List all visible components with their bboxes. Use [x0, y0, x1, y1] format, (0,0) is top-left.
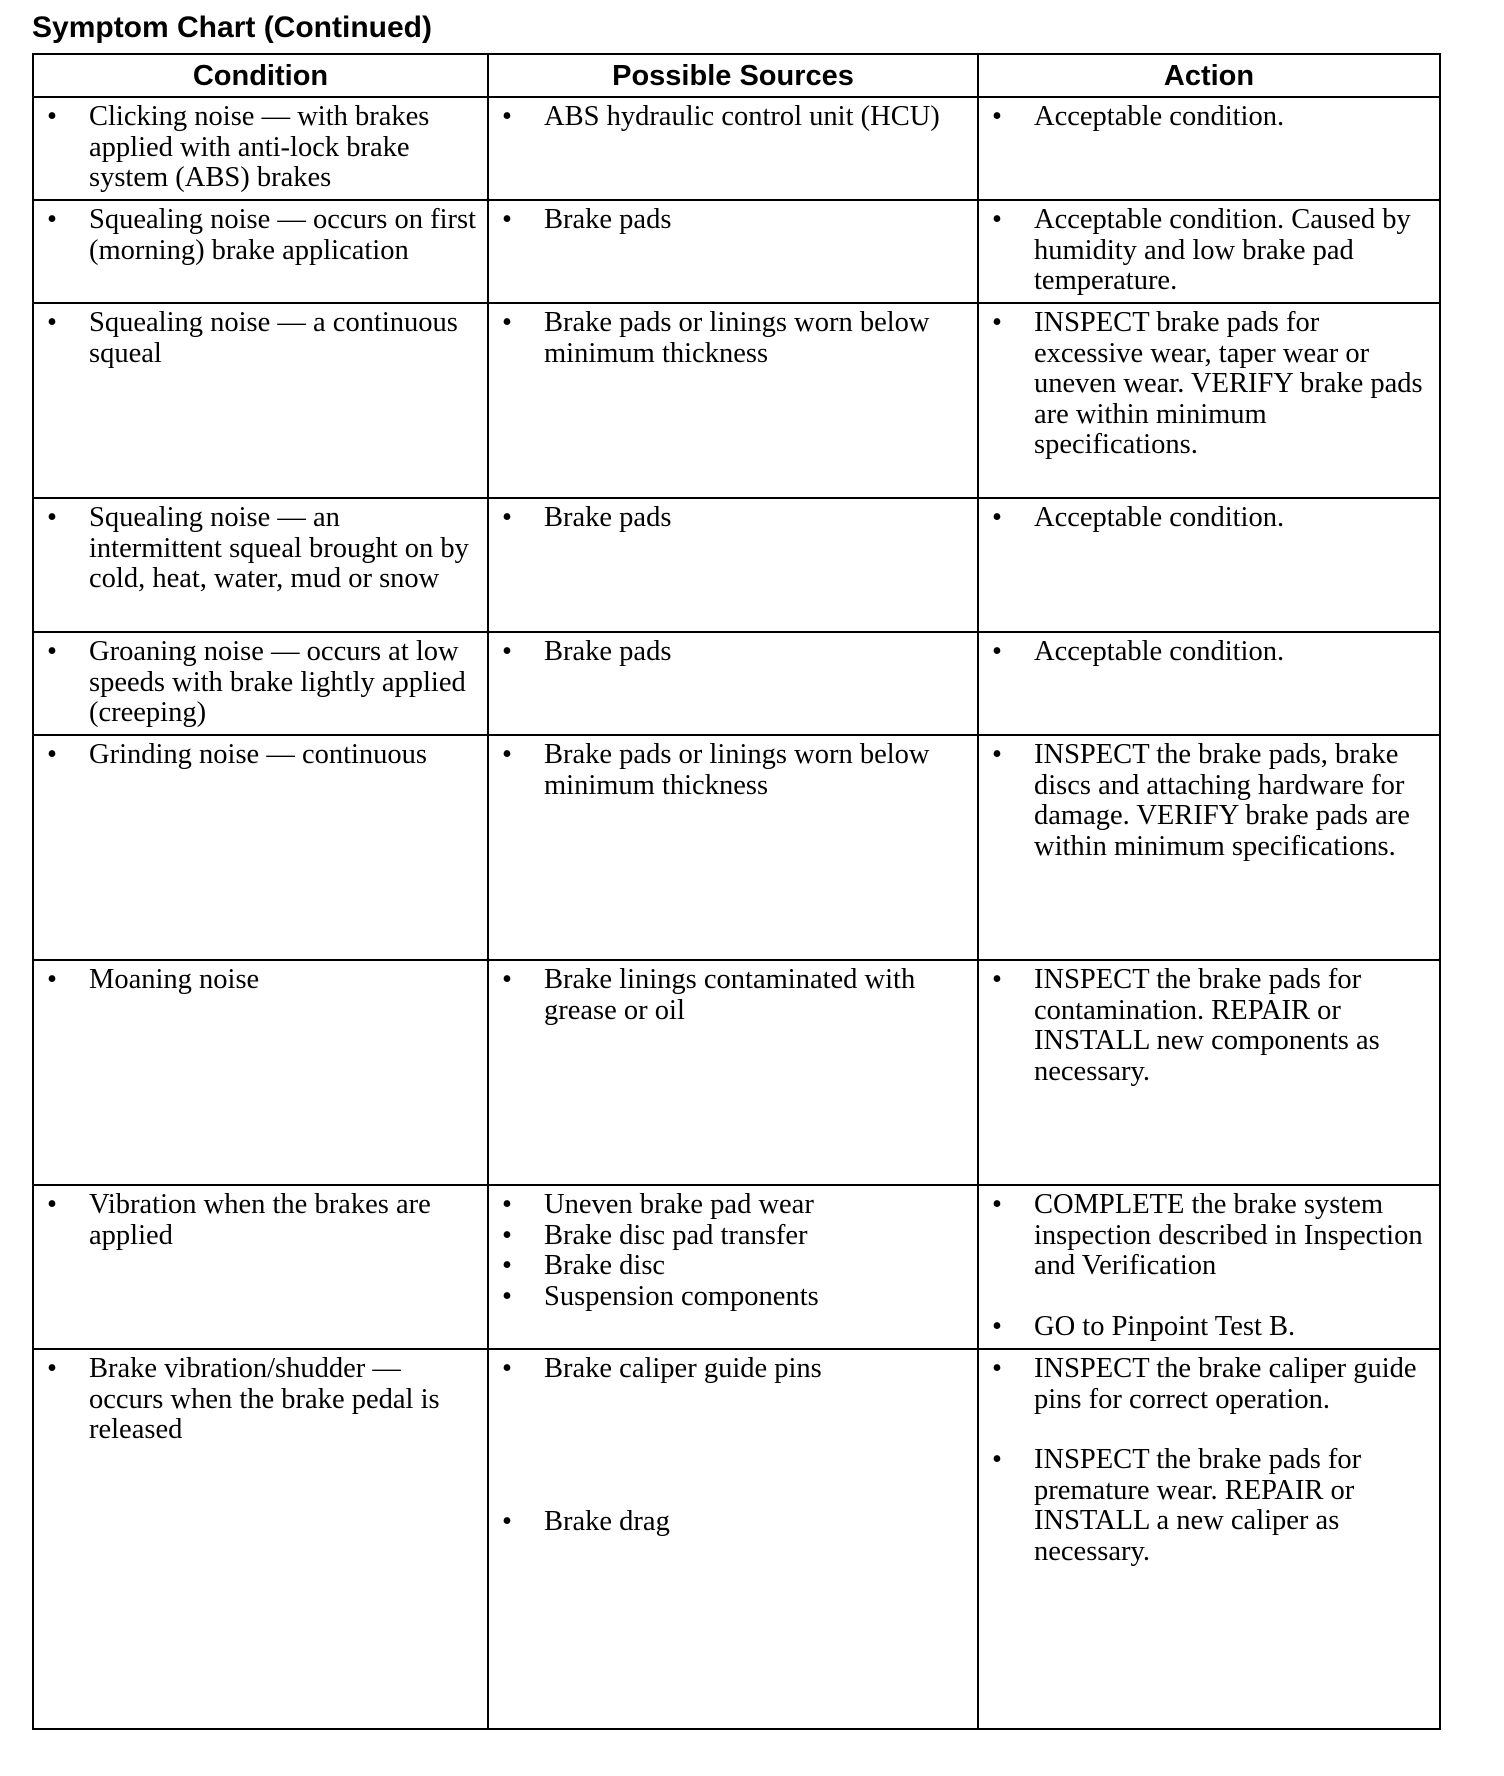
item-text: Acceptable condition. Caused by humidity and low brake pad temperature.: [1034, 204, 1411, 296]
list-item: [42, 503, 477, 595]
list-item: [497, 1190, 967, 1221]
item-text: Vibration when the brakes are applied: [89, 1189, 431, 1251]
table-header-row: [33, 54, 1440, 97]
sources-cell: [488, 1185, 978, 1349]
bullet-icon: •: [47, 502, 57, 533]
bullet-icon: •: [502, 307, 512, 338]
action-cell: [978, 735, 1440, 960]
list-item: [497, 740, 967, 801]
page-title: Symptom Chart (Continued): [32, 11, 432, 44]
item-text: Brake pads or linings worn below minimum thickness: [544, 739, 930, 801]
item-text: Brake disc pad transfer: [544, 1219, 808, 1251]
column-header-condition: Condition: [33, 54, 488, 97]
list-item: [497, 1354, 967, 1385]
table-row: [33, 200, 1440, 303]
item-text: Brake disc: [544, 1250, 666, 1281]
action-cell: [978, 200, 1440, 303]
list-item: [497, 965, 967, 1026]
bullet-icon: •: [502, 204, 512, 235]
item-text: Brake pads: [544, 204, 672, 235]
item-text: GO to Pinpoint Test B.: [1034, 1310, 1296, 1342]
item-text: Brake vibration/shudder — occurs when the brake pedal is released: [89, 1353, 440, 1445]
bullet-icon: •: [992, 739, 1002, 770]
table-row: [33, 97, 1440, 200]
bullet-icon: •: [47, 636, 57, 667]
bullet-icon: •: [47, 101, 57, 132]
bullet-icon: •: [47, 1189, 57, 1220]
condition-cell: [33, 632, 488, 735]
item-text: Moaning noise: [89, 964, 260, 995]
list-item: [497, 503, 967, 534]
item-text: Brake pads or linings worn below minimum thickness: [544, 307, 930, 369]
bullet-icon: •: [502, 1189, 512, 1220]
list-item: [987, 503, 1429, 534]
bullet-icon: •: [502, 1505, 512, 1537]
item-text: ABS hydraulic control unit (HCU): [544, 101, 940, 132]
bullet-icon: •: [502, 1353, 512, 1384]
action-cell: [978, 303, 1440, 498]
symptom-chart-table: [32, 53, 1441, 1730]
column-header-possible-sources: Possible Sources: [488, 54, 978, 97]
item-text: Brake drag: [544, 1505, 670, 1537]
bullet-icon: •: [502, 1250, 512, 1281]
action-cell: [978, 1185, 1440, 1349]
bullet-icon: •: [992, 204, 1002, 235]
list-item: [987, 1445, 1429, 1567]
list-item: [42, 102, 477, 194]
item-text: Clicking noise — with brakes applied with anti-lock brake system (ABS) brakes: [89, 101, 430, 193]
item-text: Brake linings contaminated with grease or oil: [544, 964, 916, 1026]
sources-cell: [488, 960, 978, 1185]
list-item: [987, 1190, 1429, 1282]
item-text: Squealing noise — occurs on first (morning) brake application: [89, 204, 477, 266]
list-item: [987, 205, 1429, 297]
bullet-icon: •: [992, 964, 1002, 995]
list-item: [497, 1282, 967, 1313]
list-item: [42, 1190, 477, 1251]
table-row: [33, 303, 1440, 498]
sources-cell: [488, 735, 978, 960]
bullet-icon: •: [992, 1310, 1002, 1342]
item-text: Brake pads: [544, 636, 672, 667]
list-item: [497, 1221, 967, 1252]
list-item: [42, 1354, 477, 1446]
item-text: Squealing noise — an intermittent squeal brought on by cold, heat, water, mud or snow: [89, 502, 469, 594]
list-item: [42, 965, 477, 996]
bullet-icon: •: [47, 1353, 57, 1384]
list-item: [987, 637, 1429, 668]
list-item: [987, 308, 1429, 461]
item-text: INSPECT the brake caliper guide pins for correct operation.: [1034, 1353, 1417, 1415]
sources-cell: [488, 97, 978, 200]
bullet-icon: •: [992, 307, 1002, 338]
table-row: [33, 1349, 1440, 1729]
list-item: [42, 205, 477, 266]
sources-cell: [488, 498, 978, 632]
condition-cell: [33, 303, 488, 498]
table-row: [33, 632, 1440, 735]
list-item: [42, 308, 477, 369]
sources-cell: [488, 200, 978, 303]
action-cell: [978, 960, 1440, 1185]
bullet-icon: •: [502, 636, 512, 667]
sources-cell: [488, 303, 978, 498]
list-item: [497, 1251, 967, 1282]
item-text: INSPECT brake pads for excessive wear, taper wear or uneven wear. VERIFY brake pads are within minimum specifications.: [1034, 307, 1423, 460]
action-cell: [978, 1349, 1440, 1729]
condition-cell: [33, 1349, 488, 1729]
action-cell: [978, 97, 1440, 200]
condition-cell: [33, 960, 488, 1185]
list-item: [987, 740, 1429, 862]
list-item: [497, 637, 967, 668]
item-text: COMPLETE the brake system inspection described in Inspection and Verification: [1034, 1189, 1423, 1281]
item-text: Uneven brake pad wear: [544, 1189, 814, 1220]
bullet-icon: •: [502, 1280, 512, 1312]
list-item: [987, 102, 1429, 133]
item-text: Acceptable condition.: [1034, 502, 1285, 533]
table-row: [33, 735, 1440, 960]
item-text: Acceptable condition.: [1034, 636, 1285, 667]
bullet-icon: •: [502, 1219, 512, 1251]
item-text: Groaning noise — occurs at low speeds with brake lightly applied (creeping): [89, 636, 466, 728]
list-item: [987, 965, 1429, 1087]
list-item: [497, 205, 967, 236]
condition-cell: [33, 200, 488, 303]
item-text: Squealing noise — a continuous squeal: [89, 307, 458, 369]
bullet-icon: •: [502, 739, 512, 770]
sources-cell: [488, 632, 978, 735]
list-item: [42, 637, 477, 729]
table-row: [33, 498, 1440, 632]
condition-cell: [33, 1185, 488, 1349]
item-text: Grinding noise — continuous: [89, 739, 428, 770]
condition-cell: [33, 498, 488, 632]
list-item: [987, 1354, 1429, 1415]
list-item: [497, 102, 967, 133]
action-cell: [978, 498, 1440, 632]
bullet-icon: •: [47, 964, 57, 995]
list-item: [497, 1507, 967, 1538]
bullet-icon: •: [992, 1353, 1002, 1384]
condition-cell: [33, 735, 488, 960]
list-item: [497, 308, 967, 369]
column-header-action: Action: [978, 54, 1440, 97]
bullet-icon: •: [47, 307, 57, 338]
item-text: Brake pads: [544, 502, 672, 533]
action-cell: [978, 632, 1440, 735]
bullet-icon: •: [502, 101, 512, 132]
bullet-icon: •: [47, 204, 57, 235]
bullet-icon: •: [992, 502, 1002, 533]
list-item: [42, 740, 477, 771]
sources-cell: [488, 1349, 978, 1729]
bullet-icon: •: [502, 502, 512, 533]
item-text: INSPECT the brake pads for premature wear. REPAIR or INSTALL a new caliper as necessary.: [1034, 1444, 1362, 1567]
condition-cell: [33, 97, 488, 200]
bullet-icon: •: [47, 739, 57, 770]
bullet-icon: •: [992, 636, 1002, 667]
bullet-icon: •: [992, 101, 1002, 132]
item-text: Suspension components: [544, 1280, 819, 1312]
list-item: [987, 1312, 1429, 1343]
bullet-icon: •: [992, 1189, 1002, 1220]
table-row: [33, 960, 1440, 1185]
item-text: INSPECT the brake pads, brake discs and attaching hardware for damage. VERIFY brake pads are within minimum specifications.: [1034, 739, 1410, 862]
item-text: Brake caliper guide pins: [544, 1353, 822, 1384]
item-text: Acceptable condition.: [1034, 101, 1285, 132]
bullet-icon: •: [502, 964, 512, 995]
item-text: INSPECT the brake pads for contamination. REPAIR or INSTALL new components as necessary.: [1034, 964, 1380, 1087]
table-row: [33, 1185, 1440, 1349]
bullet-icon: •: [992, 1444, 1002, 1475]
